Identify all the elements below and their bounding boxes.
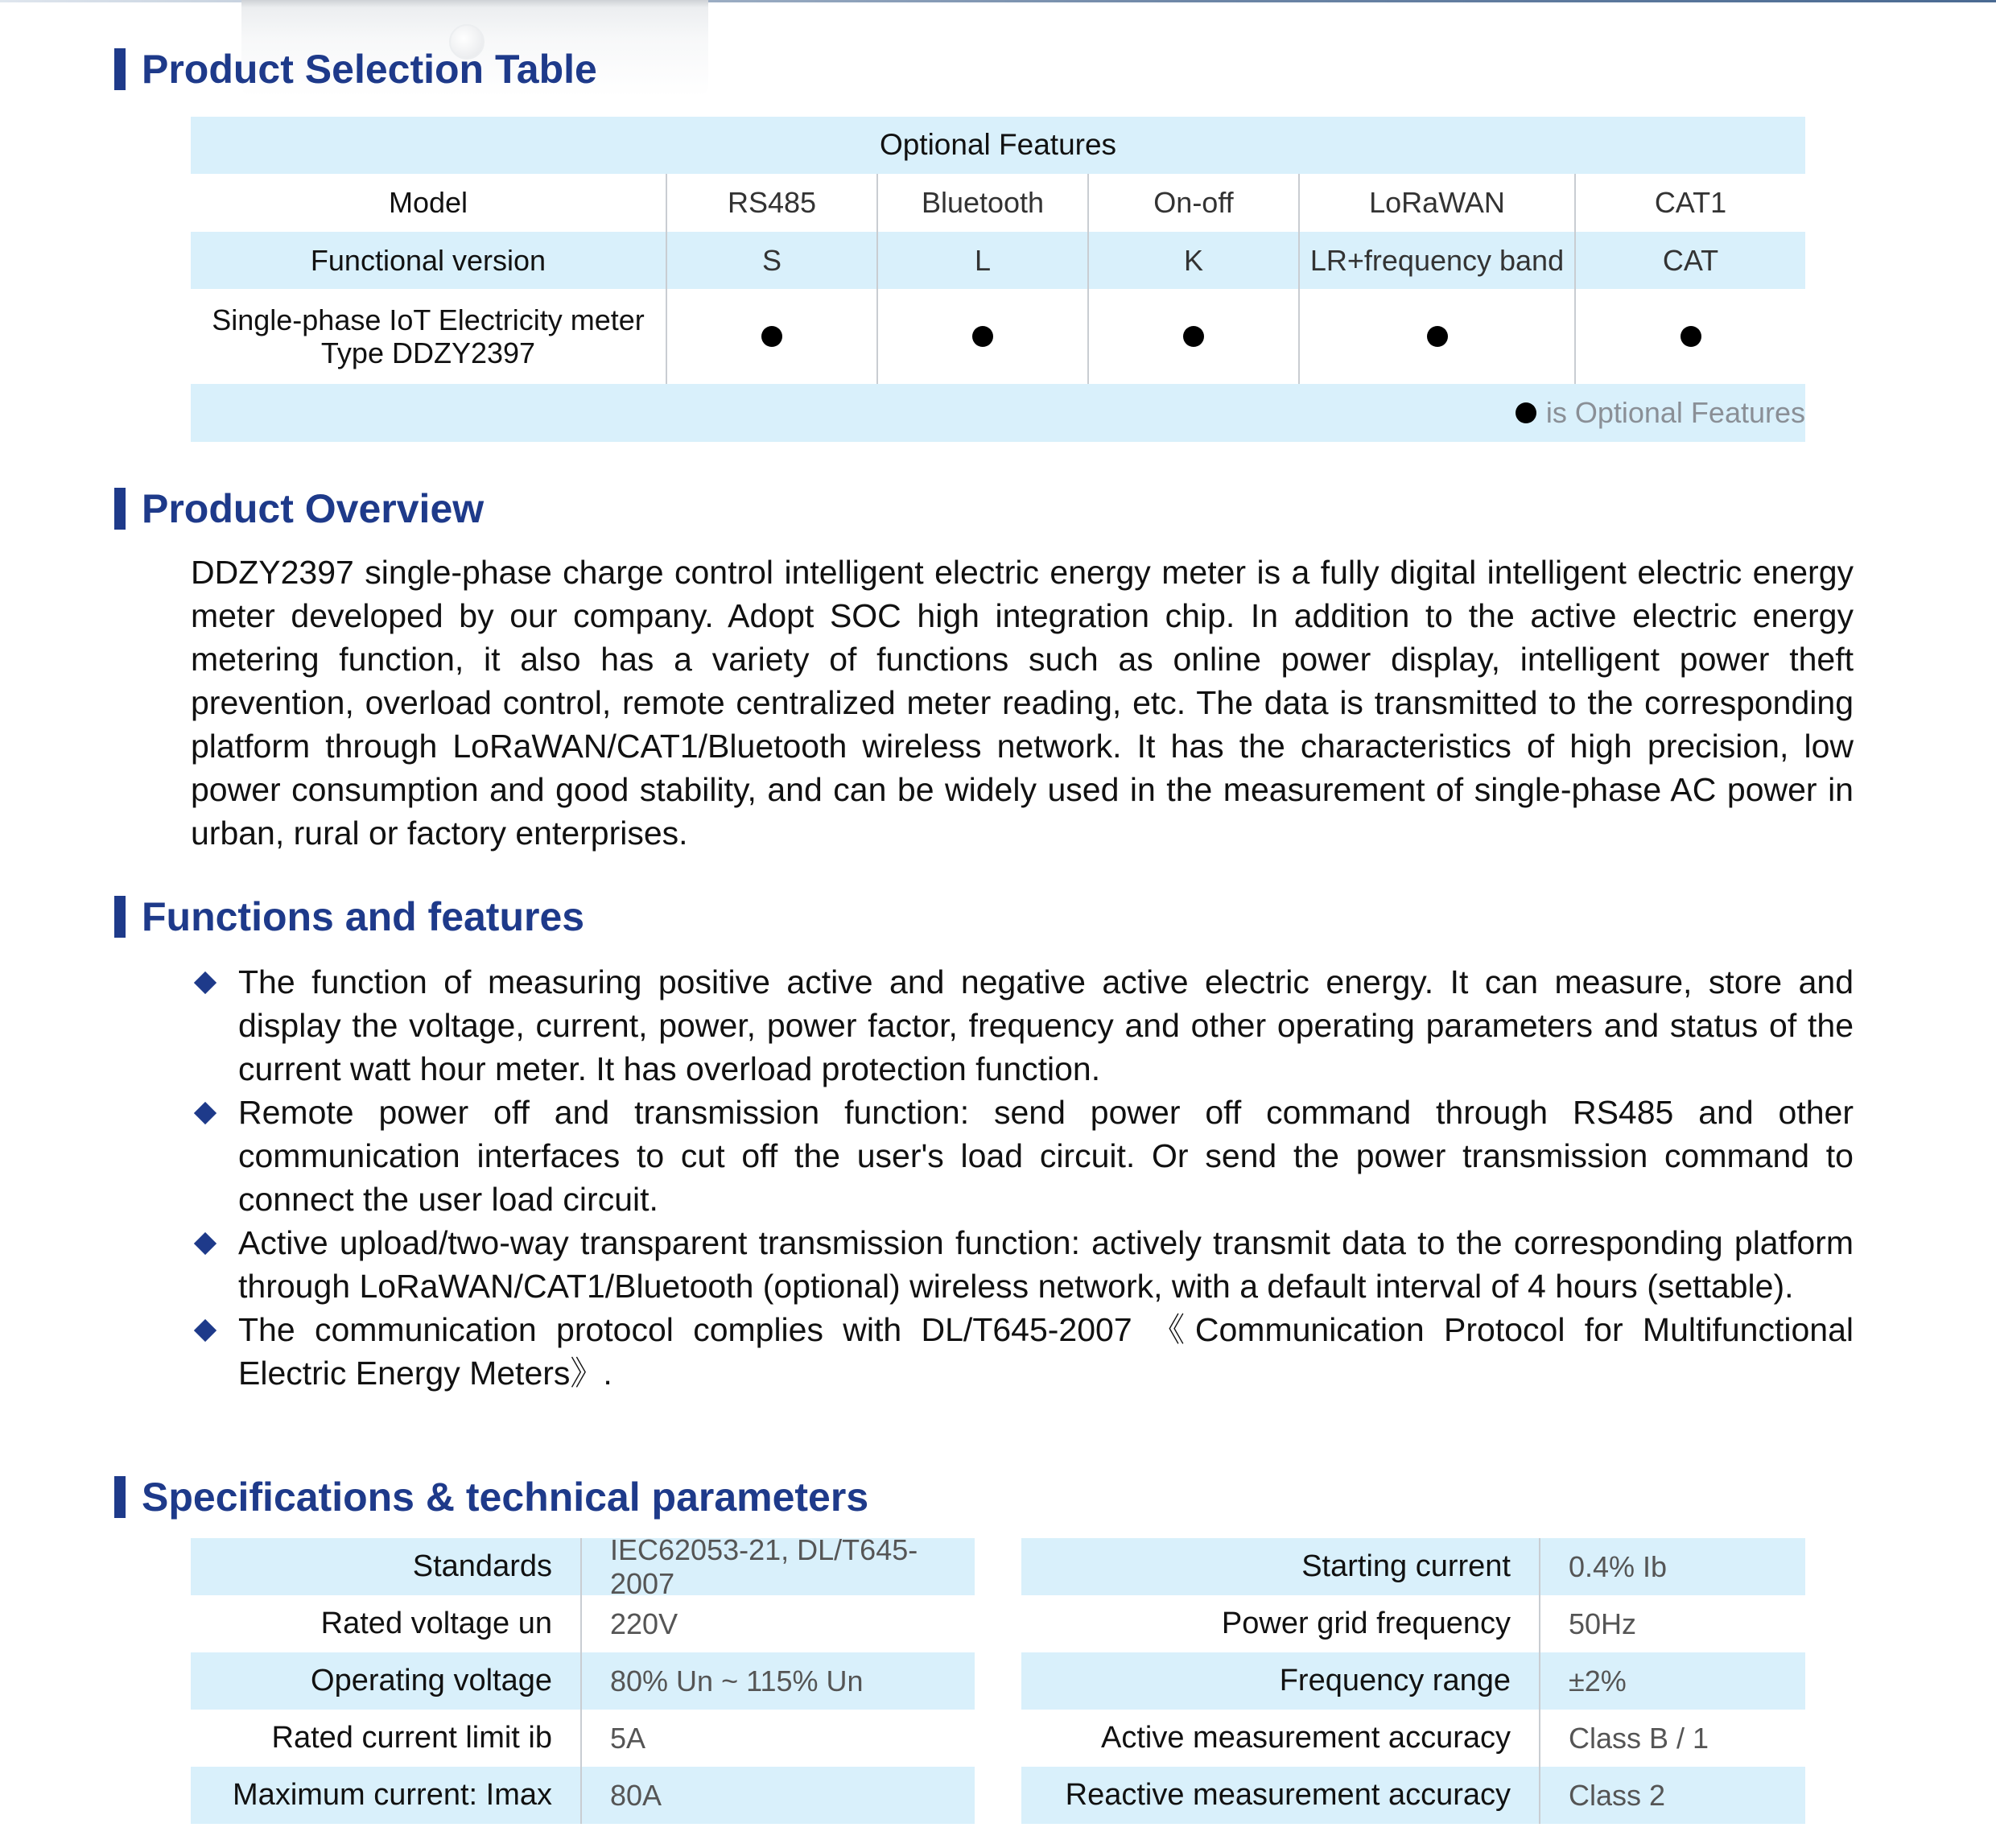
spec-value: IEC62053-21, DL/T645-2007 xyxy=(610,1532,918,1600)
column-header: Bluetooth xyxy=(876,174,1087,232)
column-header: CAT1 xyxy=(1574,174,1805,232)
model-label: Model xyxy=(388,186,468,220)
spec-key: Rated current limit ib xyxy=(191,1710,582,1767)
version-cell: L xyxy=(876,232,1087,289)
section-bar xyxy=(114,1476,126,1518)
list-item: Active upload/two-way transparent transmission function: actively transmit data to the corresponding platform through LoRaWAN/CAT1/Bluetooth (optional) wireless network, with a default interval of 4 hours (settable). xyxy=(191,1221,1854,1308)
table-row xyxy=(1021,1538,1805,1595)
table-row xyxy=(191,232,1805,289)
table-row xyxy=(191,1652,975,1710)
section-title-overview: Product Overview xyxy=(114,486,484,531)
spec-value: 0.4% Ib xyxy=(1569,1549,1668,1583)
table-row xyxy=(191,174,1805,232)
table-row xyxy=(191,1767,975,1824)
column-header: On-off xyxy=(1087,174,1298,232)
section-title-selection: Product Selection Table xyxy=(114,47,597,92)
diamond-bullet-icon xyxy=(194,1319,217,1342)
spec-value: 80A xyxy=(610,1778,662,1812)
feature-cell xyxy=(1087,289,1298,384)
version-cell: K xyxy=(1087,232,1298,289)
spec-value: 50Hz xyxy=(1569,1607,1637,1640)
spec-value: 80% Un ~ 115% Un xyxy=(610,1664,864,1697)
version-cell: S xyxy=(666,232,876,289)
spec-key: Power grid frequency xyxy=(1021,1595,1540,1652)
list-item: Remote power off and transmission function: send power off command through RS485 and other communication interfaces to cut off the user's load circuit. Or send the power transmission command to connect the user load circuit. xyxy=(191,1091,1854,1221)
table-row xyxy=(191,289,1805,384)
optional-dot-icon xyxy=(972,326,993,347)
section-title-features: Functions and features xyxy=(114,894,584,939)
optional-dot-icon xyxy=(761,326,782,347)
legend-dot-icon xyxy=(1516,402,1536,423)
spec-key: Reactive measurement accuracy xyxy=(1021,1767,1540,1824)
table-row xyxy=(1021,1595,1805,1652)
table-row xyxy=(1021,1767,1805,1824)
diamond-bullet-icon xyxy=(194,1102,217,1124)
spec-value: ±2% xyxy=(1569,1664,1627,1697)
section-title-specs: Specifications & technical parameters xyxy=(114,1475,868,1520)
feature-cell xyxy=(666,289,876,384)
spec-key: Operating voltage xyxy=(191,1652,582,1710)
table-row xyxy=(191,1532,975,1600)
optional-dot-icon xyxy=(1681,326,1701,347)
product-selection-table xyxy=(191,117,1805,442)
table-row xyxy=(191,1595,975,1652)
version-cell: LR+frequency band xyxy=(1298,232,1574,289)
list-item: The function of measuring positive active and negative active electric energy. It can measure, store and display the voltage, current, power, power factor, frequency and other operating parameters and status of the current watt hour meter. It has overload protection function. xyxy=(191,960,1854,1091)
spec-table-left xyxy=(191,1532,975,1824)
column-header: RS485 xyxy=(666,174,876,232)
list-item: The communication protocol complies with DL/T645-2007 《Communication Protocol for Multifunctional Electric Energy Meters》. xyxy=(191,1308,1854,1395)
legend-row xyxy=(191,384,1805,442)
spec-table-right xyxy=(1021,1538,1805,1824)
spec-value: 5A xyxy=(610,1721,646,1755)
optional-features-header: Optional Features xyxy=(879,128,1117,162)
spec-key: Maximum current: Imax xyxy=(191,1767,582,1824)
product-name-cell: Single-phase IoT Electricity meter Type DDZY2397 xyxy=(212,303,645,369)
spec-key: Standards xyxy=(191,1538,582,1595)
spec-value: Class 2 xyxy=(1569,1778,1666,1812)
spec-key: Rated voltage un xyxy=(191,1595,582,1652)
section-bar xyxy=(114,896,126,938)
section-bar xyxy=(114,488,126,530)
table-row xyxy=(191,1710,975,1767)
overview-paragraph: DDZY2397 single-phase charge control intelligent electric energy meter is a fully digital intelligent electric energy meter developed by our company. Adopt SOC high integration chip. In addition to the active electric energy metering function, it also has a variety of functions such as online power display, intelligent power theft prevention, overload control, remote centralized meter reading, etc. The data is transmitted to the corresponding platform through LoRaWAN/CAT1/Bluetooth wireless network. It has the characteristics of high precision, low power consumption and good stability, and can be widely used in the measurement of single-phase AC power in urban, rural or factory enterprises. xyxy=(191,554,1854,852)
spec-value: Class B / 1 xyxy=(1569,1721,1709,1755)
version-cell: CAT xyxy=(1574,232,1805,289)
table-row xyxy=(1021,1652,1805,1710)
features-list xyxy=(191,960,1854,1395)
feature-cell xyxy=(876,289,1087,384)
diamond-bullet-icon xyxy=(194,1232,217,1255)
feature-cell xyxy=(1298,289,1574,384)
spec-key: Starting current xyxy=(1021,1538,1540,1595)
table-row xyxy=(1021,1710,1805,1767)
section-bar xyxy=(114,48,126,90)
functional-version-label: Functional version xyxy=(310,243,546,277)
spec-value: 220V xyxy=(610,1607,678,1640)
optional-dot-icon xyxy=(1427,326,1448,347)
optional-dot-icon xyxy=(1183,326,1204,347)
table-row xyxy=(191,117,1805,174)
feature-cell xyxy=(1574,289,1805,384)
spec-key: Frequency range xyxy=(1021,1652,1540,1710)
spec-key: Active measurement accuracy xyxy=(1021,1710,1540,1767)
column-header: LoRaWAN xyxy=(1298,174,1574,232)
legend: is Optional Features xyxy=(1516,396,1805,430)
diamond-bullet-icon xyxy=(194,971,217,994)
